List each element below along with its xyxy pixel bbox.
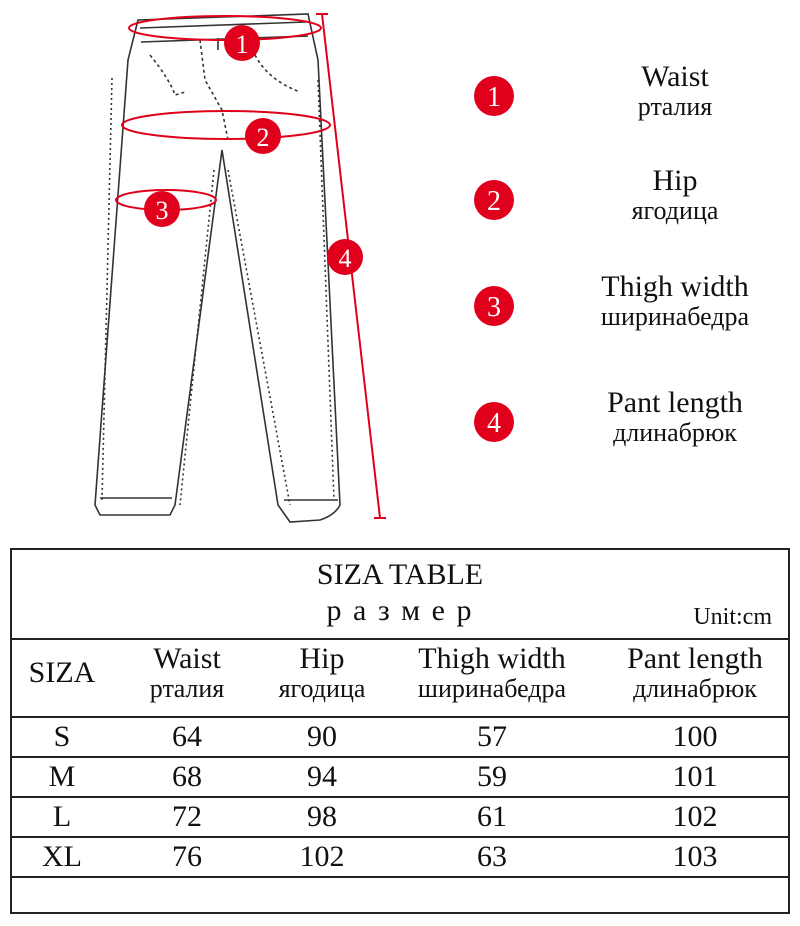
cell-length: 103 [672, 840, 718, 873]
cell-thigh: 57 [477, 720, 507, 753]
svg-text:3: 3 [487, 292, 501, 323]
col-header-ru: ширинабедра [417, 674, 567, 703]
table-title: SIZA TABLE [316, 558, 484, 591]
cell-waist: 68 [172, 760, 202, 793]
cell-length: 102 [672, 800, 718, 833]
number-badge-icon [470, 398, 518, 446]
svg-text:1: 1 [235, 30, 249, 59]
svg-text:3: 3 [155, 196, 169, 225]
cell-waist: 76 [172, 840, 202, 873]
legend-label-en: Thigh width [601, 270, 749, 303]
col-header-en: Pant length [627, 642, 763, 675]
legend-label-en: Hip [652, 164, 698, 197]
number-badge-icon [470, 282, 518, 330]
badge-length-marker [327, 239, 363, 275]
table-unit: Unit:cm [693, 604, 772, 630]
badge-thigh-marker [144, 191, 180, 227]
cell-waist: 64 [172, 720, 202, 753]
col-header-size [12, 658, 112, 688]
cell-hip: 90 [307, 720, 337, 753]
legend-label [560, 166, 790, 226]
col-header-thigh [382, 644, 602, 704]
legend-label-ru: ширинабедра [600, 302, 750, 331]
col-header-ru: длинабрюк [633, 674, 757, 703]
cell-thigh: 59 [477, 760, 507, 793]
svg-text:4: 4 [338, 244, 352, 273]
legend-label-ru: длинабрюк [613, 418, 737, 447]
col-header-waist [112, 644, 262, 704]
col-header-en: Hip [299, 642, 345, 675]
legend-label [560, 62, 790, 122]
svg-text:2: 2 [487, 186, 501, 217]
cell-length: 100 [672, 720, 718, 753]
table-row [12, 758, 788, 798]
col-header-en: Thigh width [418, 642, 566, 675]
legend-label [560, 272, 790, 332]
badge-waist-marker [224, 25, 260, 61]
legend-item-thigh [470, 272, 790, 342]
cell-hip: 94 [307, 760, 337, 793]
legend-item-length [470, 388, 790, 458]
col-header-en: SIZA [28, 656, 96, 689]
svg-text:2: 2 [256, 123, 270, 152]
svg-text:4: 4 [487, 408, 501, 439]
cell-size: L [52, 800, 72, 833]
table-row [12, 798, 788, 838]
col-header-en: Waist [153, 642, 221, 675]
col-header-ru: ягодица [278, 674, 366, 703]
col-header-hip [262, 644, 382, 704]
cell-size: M [48, 760, 76, 793]
pants-illustration [95, 14, 340, 522]
table-subtitle: р а з м е р [326, 594, 474, 627]
badge-hip-marker [245, 118, 281, 154]
legend-item-hip [470, 166, 790, 236]
legend-label [560, 388, 790, 448]
legend-item-waist [470, 62, 790, 132]
col-header-length [602, 644, 788, 704]
col-header-ru: ртaлия [149, 674, 225, 703]
cell-waist: 72 [172, 800, 202, 833]
number-badge-icon [470, 176, 518, 224]
table-column-headers [12, 640, 788, 718]
cell-size: XL [42, 840, 82, 873]
cell-hip: 98 [307, 800, 337, 833]
legend-label-ru: ртaлия [637, 92, 713, 121]
cell-size: S [53, 720, 71, 753]
table-row [12, 838, 788, 878]
cell-length: 101 [672, 760, 718, 793]
table-row [12, 718, 788, 758]
number-badge-icon [470, 72, 518, 120]
table-header-block [12, 550, 788, 640]
legend-label-ru: ягодица [631, 196, 719, 225]
cell-thigh: 61 [477, 800, 507, 833]
svg-text:1: 1 [487, 82, 501, 113]
cell-hip: 102 [299, 840, 345, 873]
cell-thigh: 63 [477, 840, 507, 873]
size-table [10, 548, 790, 914]
legend-label-en: Waist [641, 60, 709, 93]
legend-label-en: Pant length [607, 386, 743, 419]
